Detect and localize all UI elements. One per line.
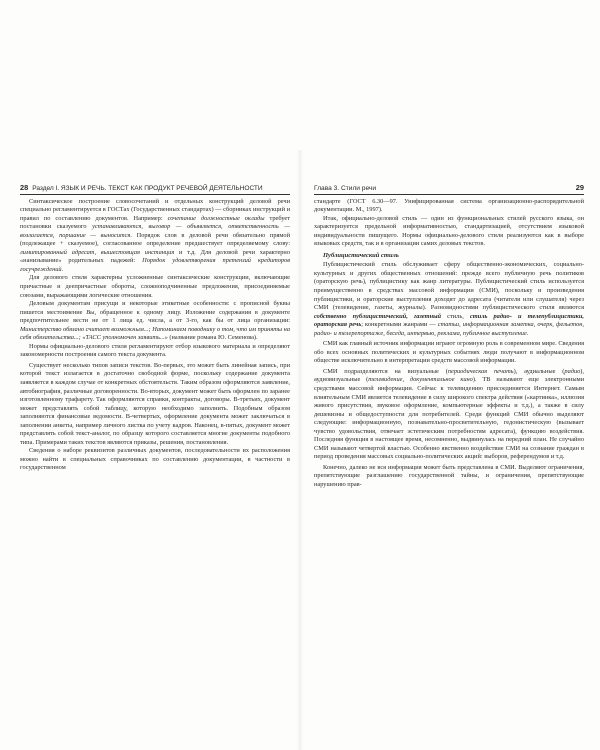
text-run: СМИ подразделяются на визуальные ( bbox=[323, 367, 448, 375]
paragraph: Существует несколько типов записи текстов. Во-первых, это может быть линейная запись, при которой текст излагается в достаточно свободной форме, поскольку содержание документа заявляется в каждом случае от конкретных обстоятельств. Таким образом оформляются заявление, автобиография, различные договоренности. Во-вторых, документ может быть оформлен по заранее изготовленному трафарету. Так оформляются справки, контракты, договоры. В-третьих, документ может представлять собой таблицу, которую необходимо заполнить. Подобным образом заполняются финансовые ведомости. В-четвертых, оформление документа может заключаться в заполнении анкеты, например личного листка по учету кадров. Наконец, в-пятых, документ может представлять собой текст-аналог, по образцу которого составляется многие документы подобного типа. Примерами таких текстов являются приказы, решения, постановления. bbox=[20, 361, 290, 446]
text-run: требует постановки сказуемого bbox=[20, 214, 290, 231]
paragraph bbox=[314, 368, 584, 462]
paragraph: Конечно, далеко не вся информация может быть представлена в СМИ. Выделяют ограничения, препятствующие разглашению государственной тайны, и ограничения, препятствующие нарушению прав- bbox=[314, 463, 584, 488]
text-run: стиль, bbox=[441, 312, 470, 320]
text-run: ), аудиовизуальные ( bbox=[314, 367, 584, 384]
paragraph bbox=[20, 300, 290, 343]
page-gutter bbox=[297, 150, 303, 750]
paragraph: Нормы официально-делового стиля регламентируют отбор языкового материала и определяют закономерности построения самого текста документа. bbox=[20, 342, 290, 359]
text-run: ). ТВ называют еще электронными средствами массовой информации. Сейчас к телевидению присоединяется Интернет. Самым влиятельным СМИ является телевидение в силу широкого спектра действия («картинка», иллюзия живого присутствия, звуковое оформление, компьютерные эффекты и т.д.), а также в силу дешевизны и общедоступности для потребителей. Среди функций СМИ обычно выделяют следующие: информационную, познавательно-просветительную, гедонистическую (вызывает чувство удовольствия, отвечает эстетическим потребностям адресата), функцию воздействия. Последняя функция в настоящее время, несомненно, выдвинулась на передний план. Не случайно СМИ называют четвертой властью. Особенно явственно воздействие СМИ на сознание граждан в период проведения массовых социально-политических акций: выборов, референдумов и т.д. bbox=[314, 376, 584, 461]
section-heading: Публицистический стиль bbox=[323, 251, 399, 259]
text-run: стиль радио- и телепублицистики, ораторская речь bbox=[314, 312, 584, 329]
right-page-number: 29 bbox=[575, 183, 584, 192]
text-run: (название романа Ю. Семенова). bbox=[167, 334, 258, 342]
text-run: устанавливаются, выговор — объявляется, ответственность — возлагается, поршание — выносится. bbox=[20, 223, 290, 239]
paragraph: Сведения о наборе реквизитов различных документов, последовательности их расположения можно найти в специальных справочниках по составлению документации, в частности в государственном bbox=[20, 447, 290, 472]
paragraph: Для делового стиля характерны усложненные синтаксические конструкции, включающие причастные и деепричастные обороты, сложноподчиненные предложения, присоединяемые союзами, выражающими логические отношения. bbox=[20, 274, 290, 299]
text-run: телевидение, документальное кино bbox=[368, 376, 473, 384]
left-page-body bbox=[20, 198, 290, 474]
right-page-body bbox=[314, 198, 584, 490]
left-page-number: 28 bbox=[20, 183, 29, 192]
right-running-head: Глава 3. Стили речи bbox=[314, 185, 377, 192]
text-run: статьи, информационная заметка, очерк, фельетон, радио- и телерепортаже, беседа, интервью, реклама, публичное выступление bbox=[314, 321, 584, 337]
paragraph: стандарте (ГОСТ 6.30—97. Унифицированная система организационно-распорядительной документации. М., 1997). bbox=[314, 197, 584, 214]
text-run: Деловым документам присущи и некоторые этикетные особенности: с прописной буквы пишется местоимение bbox=[20, 300, 290, 316]
text-run: ; конкретными жанрами — bbox=[361, 321, 438, 329]
text-run: Порядок удовлетворения претензий кредиторов госучреждений. bbox=[20, 257, 290, 273]
text-run: , обращенное к одному лицу. Изложение содержания в документе предпочтительнее вести не от 1 лица ед. числа, а от 3-го, как бы от лица организации: bbox=[20, 308, 290, 325]
text-run: . bbox=[526, 329, 529, 337]
text-run: СМИ как главный источник информации играют огромную роль в современном мире. Сведения обо всех основных политических и культурных событиях люди получают в информационном обществе исключительно в интерпретации средств массовой информации. bbox=[314, 340, 584, 365]
paragraph bbox=[314, 261, 584, 338]
text-run: Вы bbox=[86, 308, 95, 316]
text-run: лимитированный адресат, вышестоящая инстанция bbox=[20, 248, 175, 256]
text-run: радио bbox=[564, 367, 581, 375]
left-page-header bbox=[20, 183, 290, 195]
text-run: сочетание должностные оклады bbox=[167, 214, 265, 222]
text-run: Порядок слов в деловой речи обязательно прямой (подлежащее + сказуемое), согласованное определение предшествует определяемому слову: bbox=[20, 231, 291, 248]
left-page bbox=[20, 183, 290, 473]
paragraph bbox=[20, 198, 290, 275]
text-run: собственно публицистический, газетный bbox=[314, 312, 442, 320]
right-page bbox=[314, 183, 584, 490]
left-running-head: Раздел I. ЯЗЫК И РЕЧЬ. ТЕКСТ КАК ПРОДУКТ РЕЧЕВОЙ ДЕЯТЕЛЬНОСТИ bbox=[32, 185, 263, 192]
text-run: Министерство обязано считает возможным...; Напоминаем поводнику о том, что им приняты на себя обязательства...; «ТАСС уполномочен заявить...» bbox=[20, 325, 290, 342]
text-run: ), аудиальные ( bbox=[513, 367, 565, 375]
paragraph: Итак, официально-деловой стиль — один из функциональных стилей русского языка, он характеризуется предельной информативностью, стандартизацией, отсутствием языковой индивидуальности пишущего. Нормы официально-делового стиля реализуются как в выборе языковых средств, так и в организации самих деловых текстов. bbox=[314, 214, 584, 248]
text-run: периодическая печать bbox=[447, 367, 514, 375]
text-run: Синтаксическое построение словосочетаний и отдельных конструкций деловой речи специально регламентируется в ГОСТах (Государственных стандартах) — сборниках инструкций и правил по составлению документов. Например: bbox=[20, 197, 290, 222]
paragraph bbox=[314, 340, 584, 366]
right-page-header bbox=[314, 183, 584, 195]
text-run: и т.д. Для деловой речи характерно «нанизывание» родительных падежей: bbox=[20, 248, 290, 265]
text-run: Публицистический стиль обслуживает сферу общественно-экономических, социально-культурных и других общественных отношений: прежде всего публичную речь политиков (ораторскую речь), публицистику как жанр литературы. Публицистический стиль используется преимущественно в средствах массовой информации (СМИ), поскольку и произведения публицистики, и ораторские выступления доходят до адресата (читателя или слушателя) через СМИ (телевидение, газеты, журналы). Разновидностями публицистического стиля являются bbox=[314, 261, 584, 312]
